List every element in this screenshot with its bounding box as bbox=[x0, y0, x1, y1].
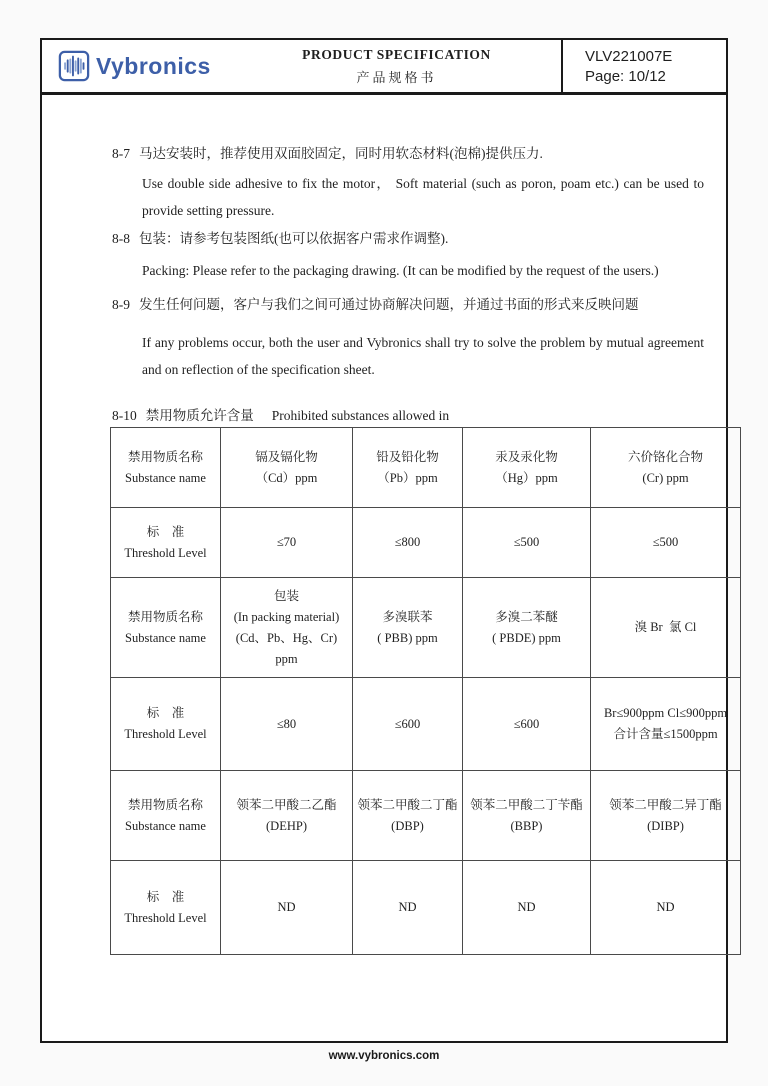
table-cell-line: 标 准 bbox=[146, 524, 185, 539]
header-logo-section bbox=[42, 40, 232, 92]
table-cell bbox=[353, 678, 463, 771]
table-cell-line: ND bbox=[517, 900, 536, 914]
table-cell-line: 领苯二甲酸二乙酯 bbox=[236, 797, 337, 812]
section-8-7-heading bbox=[112, 142, 543, 162]
table-cell-line: 多溴二苯醚 bbox=[495, 609, 558, 624]
table-cell bbox=[463, 771, 591, 861]
logo-wordmark: Vybronics bbox=[96, 52, 211, 79]
section-text-zh: 发生任何问题，客户与我们之间可通过协商解决问题，并通过书面的形式来反映问题 bbox=[139, 297, 639, 312]
table-cell-line: ND bbox=[277, 900, 296, 914]
table-cell bbox=[353, 771, 463, 861]
page-number: Page: 10/12 bbox=[585, 67, 666, 85]
header-title-section bbox=[232, 40, 561, 92]
table-cell-line: （Pb）ppm bbox=[377, 470, 438, 485]
table-cell-line: ≤600 bbox=[394, 716, 421, 731]
table-cell bbox=[463, 578, 591, 678]
table-cell-line: 领苯二甲酸二异丁酯 bbox=[609, 797, 722, 812]
table-cell-line: （Hg）ppm bbox=[495, 470, 558, 485]
table-cell bbox=[353, 428, 463, 508]
table-cell-line: 禁用物质名称 bbox=[127, 449, 203, 464]
table-cell bbox=[111, 508, 221, 578]
table-cell-line: Substance name bbox=[125, 630, 206, 645]
table-cell-line: ND bbox=[656, 900, 675, 914]
table-cell bbox=[111, 678, 221, 771]
doc-number: VLV221007E bbox=[585, 47, 673, 65]
table-cell-line: ≤800 bbox=[394, 535, 421, 549]
table-row bbox=[111, 578, 741, 678]
document-title-zh: 产品规格书 bbox=[356, 69, 437, 85]
section-text-zh: 马达安装时，推荐使用双面胶固定，同时用软态材料(泡棉)提供压力. bbox=[139, 146, 543, 161]
table-cell-line: (Cd、Pb、Hg、Cr) ppm bbox=[235, 630, 347, 666]
section-8-8-heading bbox=[112, 227, 448, 247]
table-cell-line: ND bbox=[398, 900, 417, 914]
table-cell bbox=[591, 578, 741, 678]
table-cell-line: (DBP) bbox=[391, 818, 424, 833]
table-cell-line: 标 准 bbox=[146, 889, 185, 904]
section-number: 8-9 bbox=[112, 297, 130, 312]
table-cell bbox=[111, 428, 221, 508]
table-cell-line: (DIBP) bbox=[647, 818, 684, 833]
table-cell-line: 多溴联苯 bbox=[382, 609, 433, 624]
table-row bbox=[111, 678, 741, 771]
table-cell-line: 领苯二甲酸二丁苄酯 bbox=[470, 797, 583, 812]
section-number: 8-8 bbox=[112, 231, 130, 246]
table-cell bbox=[591, 861, 741, 955]
section-text-zh: 包装：请参考包装图纸(也可以依据客户需求作调整). bbox=[139, 231, 449, 246]
document-header bbox=[42, 40, 726, 95]
section-8-8-english: Packing: Please refer to the packaging drawing. (It can be modified by the request of the users.) bbox=[142, 263, 659, 278]
table-cell bbox=[463, 428, 591, 508]
table-row bbox=[111, 771, 741, 861]
table-cell bbox=[463, 508, 591, 578]
table-cell-line: Threshold Level bbox=[124, 727, 207, 741]
table-cell-line: (In packing material) bbox=[233, 609, 340, 624]
section-number: 8-10 bbox=[112, 408, 137, 423]
table-cell bbox=[463, 861, 591, 955]
table-row bbox=[111, 428, 741, 508]
substances-table-body bbox=[111, 428, 741, 955]
table-cell-line: 禁用物质名称 bbox=[127, 797, 203, 812]
table-cell bbox=[221, 428, 353, 508]
section-8-7-english: Use double side adhesive to fix the motor， Soft material (such as poron, poam etc.) can be used to provide setting pressure. bbox=[142, 176, 704, 218]
footer-website: www.vybronics.com bbox=[328, 1050, 440, 1062]
table-cell-line: 包装 bbox=[273, 588, 299, 603]
table-cell bbox=[221, 578, 353, 678]
table-cell-line: Threshold Level bbox=[124, 910, 207, 925]
table-cell-line: 领苯二甲酸二丁酯 bbox=[357, 797, 458, 812]
table-cell bbox=[221, 678, 353, 771]
table-cell bbox=[591, 771, 741, 861]
table-cell bbox=[591, 678, 741, 771]
table-cell-line: 溴 Br 氯 Cl bbox=[634, 620, 697, 634]
section-8-9-heading bbox=[112, 293, 639, 313]
table-cell bbox=[111, 578, 221, 678]
table-cell-line: 镉及镉化物 bbox=[255, 449, 318, 464]
table-cell-line: ≤500 bbox=[513, 535, 540, 549]
table-cell bbox=[221, 861, 353, 955]
table-cell bbox=[221, 771, 353, 861]
table-cell-line: ≤600 bbox=[513, 716, 540, 731]
table-cell bbox=[111, 861, 221, 955]
table-cell bbox=[353, 508, 463, 578]
vybronics-logo bbox=[58, 50, 211, 82]
table-cell-line: Substance name bbox=[125, 470, 206, 485]
table-cell bbox=[111, 771, 221, 861]
section-8-10-heading bbox=[112, 404, 449, 424]
table-row bbox=[111, 861, 741, 955]
section-number: 8-7 bbox=[112, 146, 130, 161]
section-8-9-english: If any problems occur, both the user and Vybronics shall try to solve the problem by mutual agreement and on reflection of the specification sheet. bbox=[142, 335, 704, 377]
table-cell-line: ≤70 bbox=[276, 535, 297, 549]
table-cell bbox=[463, 678, 591, 771]
table-cell bbox=[591, 428, 741, 508]
table-cell-line: 汞及汞化物 bbox=[495, 449, 558, 464]
table-cell bbox=[353, 861, 463, 955]
table-cell-line: （Cd）ppm bbox=[255, 470, 318, 485]
table-cell-line: ≤500 bbox=[652, 535, 679, 549]
table-cell-line: 六价铬化合物 bbox=[627, 449, 703, 464]
table-cell-line: 合计含量≤1500ppm bbox=[613, 727, 718, 741]
table-cell bbox=[353, 578, 463, 678]
table-cell-line: ( PBB) ppm bbox=[377, 630, 438, 645]
table-cell-line: Br≤900ppm Cl≤900ppm bbox=[603, 706, 728, 720]
table-cell bbox=[591, 508, 741, 578]
table-row bbox=[111, 508, 741, 578]
substances-table bbox=[110, 427, 741, 955]
section-title-zh: 禁用物质允许含量 bbox=[145, 408, 254, 423]
table-cell-line: (BBP) bbox=[510, 818, 543, 833]
header-docinfo-section bbox=[561, 40, 726, 92]
table-cell-line: (Cr) ppm bbox=[642, 470, 689, 485]
table-cell-line: 禁用物质名称 bbox=[127, 609, 203, 624]
document-title-en: PRODUCT SPECIFICATION bbox=[302, 46, 491, 62]
table-cell-line: Substance name bbox=[125, 818, 206, 833]
section-title-en: Prohibited substances allowed in bbox=[271, 408, 450, 423]
table-cell-line: Threshold Level bbox=[124, 545, 207, 560]
table-cell-line: 标 准 bbox=[146, 706, 185, 720]
vibration-waveform-icon bbox=[58, 50, 90, 82]
table-cell-line: 铅及铅化物 bbox=[376, 449, 439, 464]
table-cell-line: (DEHP) bbox=[266, 818, 307, 833]
page-frame bbox=[40, 38, 728, 1043]
table-cell-line: ( PBDE) ppm bbox=[492, 630, 561, 645]
table-cell bbox=[221, 508, 353, 578]
table-cell-line: ≤80 bbox=[276, 716, 297, 731]
